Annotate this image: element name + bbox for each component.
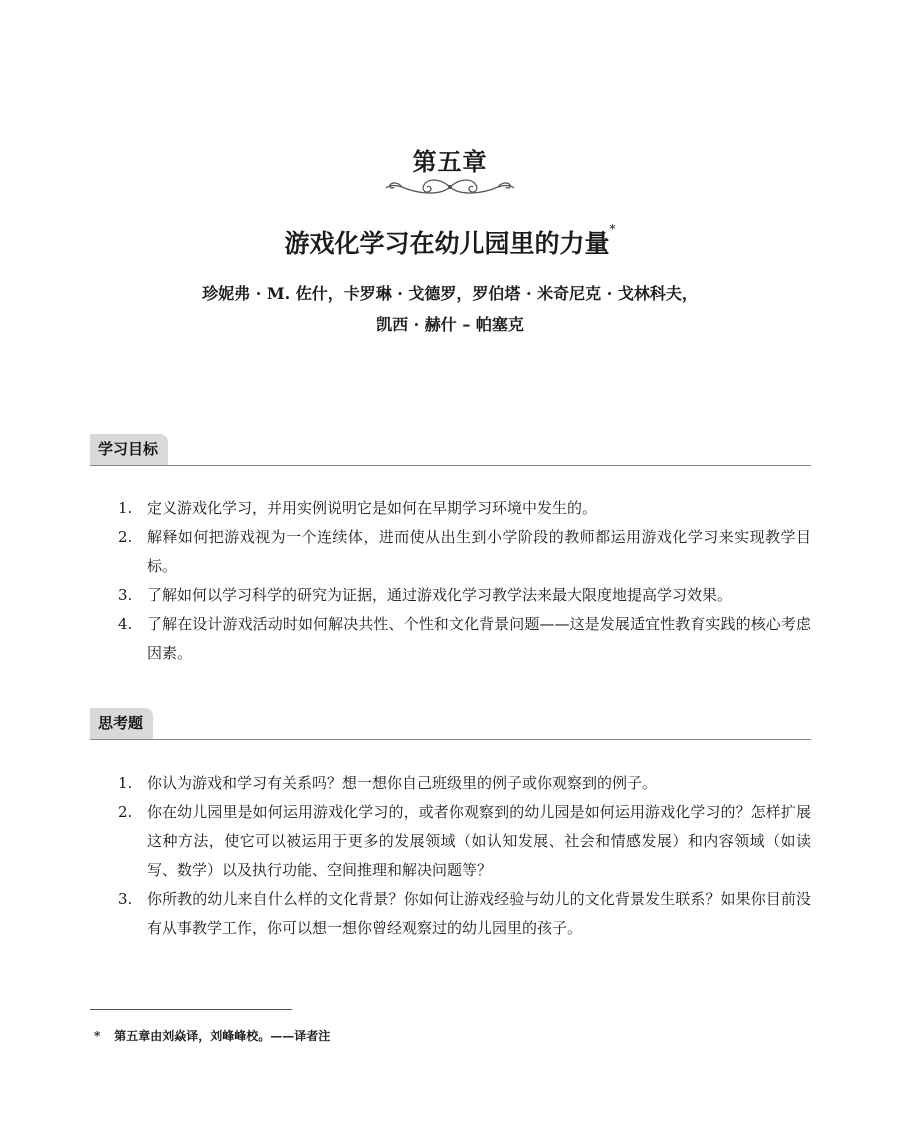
list-item-text: 你在幼儿园里是如何运用游戏化学习的，或者你观察到的幼儿园是如何运用游戏化学习的？怎样扩展这种方法，使它可以被运用于更多的发展领域（如认知发展、社会和情感发展）和内容领域（如读写、数学）以及执行功能、空间推理和解决问题等？ (147, 803, 811, 879)
questions-section-header (90, 708, 811, 740)
list-item-text: 了解如何以学习科学的研究为证据，通过游戏化学习教学法来最大限度地提高学习效果。 (147, 586, 733, 604)
list-item-number: 4. (118, 615, 133, 633)
list-item-text: 了解在设计游戏活动时如何解决共性、个性和文化背景问题——这是发展适宜性教育实践的核心考虑因素。 (147, 615, 811, 662)
list-item (118, 581, 811, 610)
list-item (118, 610, 811, 668)
list-item-text: 解释如何把游戏视为一个连续体，进而使从出生到小学阶段的教师都运用游戏化学习来实现教学目标。 (147, 528, 811, 575)
list-item-number: 1. (118, 499, 133, 517)
list-item-text: 你认为游戏和学习有关系吗？想一想你自己班级里的例子或你观察到的例子。 (147, 774, 658, 792)
objectives-section-header (90, 434, 811, 466)
footnote-mark: * (94, 1029, 101, 1043)
list-item (118, 798, 811, 885)
footnote-rule (90, 1009, 292, 1010)
chapter-label: 第五章 (412, 147, 488, 176)
footnote-text: 第五章由刘焱译，刘峰峰校。——译者注 (114, 1029, 331, 1043)
questions-list (118, 769, 811, 943)
list-item-number: 1. (118, 774, 133, 792)
authors (90, 278, 810, 340)
ornament-divider (380, 176, 520, 198)
list-item-number: 3. (118, 890, 133, 908)
chapter-title (0, 224, 900, 260)
authors-line-2: 凯西 · 赫什 – 帕塞克 (376, 315, 524, 334)
questions-heading: 思考题 (90, 708, 153, 739)
list-item-number: 3. (118, 586, 133, 604)
list-item (118, 494, 811, 523)
footnote (94, 1027, 330, 1044)
list-item (118, 885, 811, 943)
list-item-number: 2. (118, 528, 133, 546)
list-item (118, 523, 811, 581)
list-item-text: 定义游戏化学习，并用实例说明它是如何在早期学习环境中发生的。 (147, 499, 598, 517)
authors-line-1: 珍妮弗 · M. 佐什，卡罗琳 · 戈德罗，罗伯塔 · 米奇尼克 · 戈林科夫， (202, 284, 698, 303)
list-item (118, 769, 811, 798)
chapter-title-text: 游戏化学习在幼儿园里的力量 (284, 229, 610, 258)
objectives-heading: 学习目标 (90, 434, 168, 465)
objectives-list (118, 494, 811, 668)
list-item-number: 2. (118, 803, 133, 821)
title-footnote-mark: * (609, 222, 616, 236)
list-item-text: 你所教的幼儿来自什么样的文化背景？你如何让游戏经验与幼儿的文化背景发生联系？如果你目前没有从事教学工作，你可以想一想你曾经观察过的幼儿园里的孩子。 (147, 890, 811, 937)
